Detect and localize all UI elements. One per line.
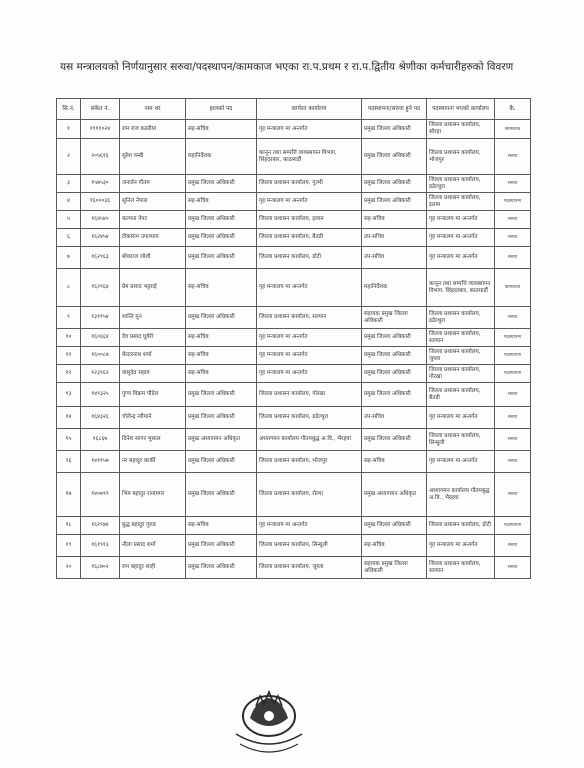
cell-code: १३११५४ xyxy=(81,307,120,329)
cell-name: राम बहादुर शाही xyxy=(120,557,186,579)
header-name: नाम थर xyxy=(120,99,186,120)
document-title: यस मन्त्रालयको निर्णयानुसार सरुवा/पदस्थापन/कामकाज भएका रा.प.प्रथम र रा.प.द्वितीय श्रेणीका कर्मचारीहरुको विवरण xyxy=(60,61,514,73)
cell-name: सुनिल नेपाल xyxy=(120,193,186,211)
cell-current-office: गृह मन्त्रालय मा अन्तर्गत xyxy=(257,365,362,383)
table-row xyxy=(57,407,531,429)
cell-new-post: प्रमुख जिल्ला अधिकारी xyxy=(362,329,427,347)
cell-new-post: प्रमुख जिल्ला अधिकारी xyxy=(362,139,427,175)
cell-new-post: प्रमुख जिल्ला अधिकारी xyxy=(362,175,427,193)
cell-new-office: अध्यागमन कार्यालय गौतमबुद्ध अ.वि., भैरहवा xyxy=(427,473,495,517)
table-row xyxy=(57,269,531,307)
cell-code: १६००८७ xyxy=(81,347,120,365)
cell-remarks: कामकाज xyxy=(495,269,531,307)
cell-serial: ८ xyxy=(57,269,81,307)
cell-code: १५७५३० xyxy=(81,175,120,193)
cell-current-office: जिल्ला प्रशासन कार्यालय, जुम्ला xyxy=(257,557,362,579)
cell-name: चोलेन्द्र न्यौपाने xyxy=(120,407,186,429)
cell-current-office: जिल्ला प्रशासन कार्यालय, गुल्मी xyxy=(257,175,362,193)
cell-current-post: सह-सचिव xyxy=(186,517,257,535)
cell-new-post: सह-सचिव xyxy=(362,211,427,229)
cell-current-office: गृह मन्त्रालय मा अन्तर्गत xyxy=(257,347,362,365)
cell-current-office: गृह मन्त्रालय मा अन्तर्गत xyxy=(257,193,362,211)
cell-remarks: सरुवा xyxy=(495,229,531,247)
cell-code: १६४५४० xyxy=(81,211,120,229)
cell-code: १४११५७ xyxy=(81,451,120,473)
table-row xyxy=(57,211,531,229)
cell-current-post: प्रमुख जिल्ला अधिकारी xyxy=(186,451,257,473)
table-row xyxy=(57,120,531,139)
cell-serial: ५ xyxy=(57,211,81,229)
cell-name: केदारनाथ शर्मा xyxy=(120,347,186,365)
table-row xyxy=(57,193,531,211)
cell-code: १६२९७४ xyxy=(81,517,120,535)
cell-new-office: जिल्ला प्रशासन कार्यालय, सोरहा xyxy=(427,120,495,139)
cell-remarks: पदस्थापना xyxy=(495,329,531,347)
cell-current-post: सह-सचिव xyxy=(186,365,257,383)
cell-code: १६२९६४ xyxy=(81,269,120,307)
cell-name: कल्पना नेपट xyxy=(120,211,186,229)
cell-current-office: जिल्ला प्रशासन कार्यालय, डोटी xyxy=(257,247,362,269)
cell-new-post: प्रमुख जिल्ला अधिकारी xyxy=(362,517,427,535)
cell-current-post: प्रमुख जिल्ला अधिकारी xyxy=(186,473,257,517)
table-row xyxy=(57,347,531,365)
cell-current-post: प्रमुख जिल्ला अधिकारी xyxy=(186,229,257,247)
table-row xyxy=(57,557,531,579)
cell-new-post: महानिर्देशक xyxy=(362,269,427,307)
cell-serial: ४ xyxy=(57,193,81,211)
cell-code: १६४३२६ xyxy=(81,407,120,429)
cell-current-office: गृह मन्त्रालय मा अन्तर्गत xyxy=(257,329,362,347)
cell-serial: २० xyxy=(57,557,81,579)
cell-new-office: जिल्ला प्रशासन कार्यालय, डोटी xyxy=(427,517,495,535)
cell-new-post: प्रमुख जिल्ला अधिकारी xyxy=(362,120,427,139)
cell-code: १६०६६४ xyxy=(81,329,120,347)
cell-new-office: जिल्ला प्रशासन कार्यालय, गोरखा xyxy=(427,365,495,383)
cell-remarks: सरुवा xyxy=(495,247,531,269)
cell-current-post: प्रमुख जिल्ला अधिकारी xyxy=(186,383,257,407)
cell-remarks: पदस्थापना xyxy=(495,347,531,365)
cell-new-post: सह-सचिव xyxy=(362,451,427,473)
cell-current-office: गृह मन्त्रालय मा अन्तर्गत xyxy=(257,269,362,307)
cell-new-office: जिल्ला प्रशासन कार्यालय, बैतडी xyxy=(427,383,495,407)
cell-code: १६२४५४ xyxy=(81,229,120,247)
cell-remarks: सरुवा xyxy=(495,383,531,407)
cell-name: भिम बहादुर रानामगर xyxy=(120,473,186,517)
cell-current-post: सह-सचिव xyxy=(186,193,257,211)
cell-serial: ११ xyxy=(57,347,81,365)
staff-transfer-table xyxy=(56,98,531,579)
cell-remarks: कामकाज xyxy=(495,120,531,139)
cell-current-post: सह-सचिव xyxy=(186,120,257,139)
cell-name: देव प्रसाद घुवेरी xyxy=(120,329,186,347)
header-current-office: कार्यरत कार्यालय xyxy=(257,99,362,120)
cell-current-post: सह-सचिव xyxy=(186,329,257,347)
cell-current-post: प्रमुख जिल्ला अधिकारी xyxy=(186,307,257,329)
cell-current-office: जिल्ला प्रशासन कार्यालय, रोल्पा xyxy=(257,473,362,517)
cell-current-post: प्रमुख अध्यागमन अधिकृत xyxy=(186,429,257,451)
cell-new-post: प्रमुख अध्यागमन अधिकृत xyxy=(362,473,427,517)
table-row xyxy=(57,535,531,557)
cell-current-office: गृह मन्त्रालय मा अन्तर्गत xyxy=(257,517,362,535)
cell-name: सुरेश पन्थी xyxy=(120,139,186,175)
cell-current-office: गृह मन्त्रालय मा अन्तर्गत xyxy=(257,120,362,139)
cell-name: बुद्ध बहादुर गुरुङ xyxy=(120,517,186,535)
cell-current-post: प्रमुख जिल्ला अधिकारी xyxy=(186,407,257,429)
cell-serial: १८ xyxy=(57,517,81,535)
cell-current-office: जिल्ला प्रशासन कार्यालय, भोजपुर xyxy=(257,451,362,473)
cell-serial: १० xyxy=(57,329,81,347)
cell-name: दिनेश सागर भुसाल xyxy=(120,429,186,451)
cell-new-post: सह-सचिव xyxy=(362,535,427,557)
cell-new-office: गृह मन्त्रालय मा अन्तर्गत xyxy=(427,451,495,473)
cell-current-office: कानून तथा सम्पत्ति व्यवस्थापन विभाग, सिंहदरबार, काठमाडौं xyxy=(257,139,362,175)
cell-current-post: सह-सचिव xyxy=(186,347,257,365)
cell-new-office: जिल्ला प्रशासन कार्यालय, डडेल्धुरा xyxy=(427,175,495,193)
cell-remarks: सरुवा xyxy=(495,407,531,429)
header-serial: सि.नं. xyxy=(57,99,81,120)
cell-serial: १२ xyxy=(57,365,81,383)
table-row xyxy=(57,365,531,383)
table-row xyxy=(57,175,531,193)
cell-serial: १९ xyxy=(57,535,81,557)
cell-current-post: प्रमुख जिल्ला अधिकारी xyxy=(186,535,257,557)
cell-new-office: गृह मन्त्रालय मा अन्तर्गत xyxy=(427,229,495,247)
table-header-row xyxy=(57,99,531,120)
cell-new-office: जिल्ला प्रशासन कार्यालय, सिन्धुली xyxy=(427,429,495,451)
header-remarks: कै. xyxy=(495,99,531,120)
cell-current-office: जिल्ला प्रशासन कार्यालय, गोरखा xyxy=(257,383,362,407)
cell-serial: १७ xyxy=(57,473,81,517)
cell-new-post: प्रमुख जिल्ला अधिकारी xyxy=(362,365,427,383)
cell-name: जनार्दन गौतम xyxy=(120,175,186,193)
cell-current-post: प्रमुख जिल्ला अधिकारी xyxy=(186,211,257,229)
cell-code: १४०७९९ xyxy=(81,473,120,517)
cell-new-office: जिल्ला प्रशासन कार्यालय, डडेल्धुरा xyxy=(427,307,495,329)
cell-current-office: जिल्ला प्रशासन कार्यालय, इलाम xyxy=(257,211,362,229)
cell-serial: ७ xyxy=(57,247,81,269)
header-current-post: हालको पद xyxy=(186,99,257,120)
table-row xyxy=(57,139,531,175)
table-row xyxy=(57,307,531,329)
cell-new-office: गृह मन्त्रालय मा अन्तर्गत xyxy=(427,407,495,429)
cell-remarks: सरुवा xyxy=(495,139,531,175)
cell-code: १६८६७ xyxy=(81,429,120,451)
cell-name: प्रेम प्रसाद भट्टराई xyxy=(120,269,186,307)
cell-current-post: महानिर्देशक xyxy=(186,139,257,175)
cell-serial: ९ xyxy=(57,307,81,329)
cell-remarks: सरुवा xyxy=(495,451,531,473)
cell-name: नर बहादुर कार्की xyxy=(120,451,186,473)
cell-code: ११११०२४ xyxy=(81,120,120,139)
cell-new-post: उप-सचिव xyxy=(362,407,427,429)
ministry-seal-stamp xyxy=(226,682,312,762)
cell-new-office: जिल्ला प्रशासन कार्यालय, सल्यान xyxy=(427,329,495,347)
cell-new-post: उप-सचिव xyxy=(362,229,427,247)
cell-current-post: प्रमुख जिल्ला अधिकारी xyxy=(186,557,257,579)
cell-remarks: पदस्थापना xyxy=(495,193,531,211)
table-row xyxy=(57,451,531,473)
cell-current-office: जिल्ला प्रशासन कार्यालय, बैतडी xyxy=(257,229,362,247)
cell-remarks: पदस्थापना xyxy=(495,365,531,383)
cell-remarks: सरुवा xyxy=(495,429,531,451)
cell-name: वासुदेव सहाय xyxy=(120,365,186,383)
cell-remarks: पदस्थापना xyxy=(495,517,531,535)
cell-current-office: अध्यागमन कार्यालय गौतमबुद्ध अ.वि., भैरहवा xyxy=(257,429,362,451)
cell-new-office: गृह मन्त्रालय मा अन्तर्गत xyxy=(427,535,495,557)
cell-serial: १५ xyxy=(57,429,81,451)
cell-name: राम राज कडरीया xyxy=(120,120,186,139)
cell-serial: १४ xyxy=(57,407,81,429)
cell-remarks: सरुवा xyxy=(495,557,531,579)
cell-serial: १ xyxy=(57,120,81,139)
cell-code: १६२९६३ xyxy=(81,247,120,269)
cell-current-post: सह-सचिव xyxy=(186,269,257,307)
cell-remarks: सरुवा xyxy=(495,175,531,193)
cell-new-office: गृह मन्त्रालय मा अन्तर्गत xyxy=(427,247,495,269)
cell-remarks: सरुवा xyxy=(495,211,531,229)
cell-current-office: जिल्ला प्रशासन कार्यालय, डडेल्धुरा xyxy=(257,407,362,429)
table-row xyxy=(57,473,531,517)
cell-new-post: प्रमुख जिल्ला अधिकारी xyxy=(362,383,427,407)
cell-serial: २ xyxy=(57,139,81,175)
cell-current-post: प्रमुख जिल्ला अधिकारी xyxy=(186,247,257,269)
cell-new-post: सहायक प्रमुख जिल्ला अधिकारी xyxy=(362,307,427,329)
cell-serial: ३ xyxy=(57,175,81,193)
cell-code: १६०००३६ xyxy=(81,193,120,211)
cell-current-post: प्रमुख जिल्ला अधिकारी xyxy=(186,175,257,193)
table-row xyxy=(57,247,531,269)
cell-new-post: प्रमुख जिल्ला अधिकारी xyxy=(362,347,427,365)
cell-code: २०५६१६ xyxy=(81,139,120,175)
cell-code: १४९३२५ xyxy=(81,383,120,407)
cell-name: टीकाराम उपाध्याय xyxy=(120,229,186,247)
cell-new-office: जिल्ला प्रशासन कार्यालय, सल्यान xyxy=(427,557,495,579)
cell-remarks: सरुवा xyxy=(495,473,531,517)
cell-new-office: जिल्ला प्रशासन कार्यालय, जुम्ला xyxy=(427,347,495,365)
table-row xyxy=(57,383,531,407)
cell-new-office: जिल्ला प्रशासन कार्यालय, इलाम xyxy=(427,193,495,211)
header-code: संकेत नं. xyxy=(81,99,120,120)
cell-serial: १३ xyxy=(57,383,81,407)
header-new-office: पदस्थापना भएको कार्यालय xyxy=(427,99,495,120)
cell-name: पुण्य विक्रम पौडेल xyxy=(120,383,186,407)
cell-code: १२३९६२ xyxy=(81,365,120,383)
table-row xyxy=(57,517,531,535)
table-row xyxy=(57,329,531,347)
cell-new-post: सहायक प्रमुख जिल्ला अधिकारी xyxy=(362,557,427,579)
cell-new-office: गृह मन्त्रालय मा अन्तर्गत xyxy=(427,211,495,229)
table-row xyxy=(57,229,531,247)
cell-name: शान्ति पुन xyxy=(120,307,186,329)
cell-new-post: प्रमुख जिल्ला अधिकारी xyxy=(362,193,427,211)
cell-new-post: उप-सचिव xyxy=(362,247,427,269)
cell-code: १६१९१३ xyxy=(81,535,120,557)
cell-remarks: सरुवा xyxy=(495,535,531,557)
cell-new-office: जिल्ला प्रशासन कार्यालय, भोजपुर xyxy=(427,139,495,175)
cell-new-post: प्रमुख जिल्ला अधिकारी xyxy=(362,429,427,451)
cell-new-office: कानून तथा सम्पत्ति व्यवस्थापन विभाग, सिंहदरबार, काठमाडौं xyxy=(427,269,495,307)
cell-serial: ६ xyxy=(57,229,81,247)
cell-remarks: सरुवा xyxy=(495,307,531,329)
cell-current-office: जिल्ला प्रशासन कार्यालय, सिन्धुली xyxy=(257,535,362,557)
table-row xyxy=(57,429,531,451)
cell-name: नीला प्रसाद शर्मा xyxy=(120,535,186,557)
cell-code: १६८७०२ xyxy=(81,557,120,579)
cell-name: बोधराज जोशी xyxy=(120,247,186,269)
header-new-post: पदस्थापना/सरुवा हुने पद xyxy=(362,99,427,120)
cell-current-office: जिल्ला प्रशासन कार्यालय, सल्यान xyxy=(257,307,362,329)
cell-serial: १६ xyxy=(57,451,81,473)
